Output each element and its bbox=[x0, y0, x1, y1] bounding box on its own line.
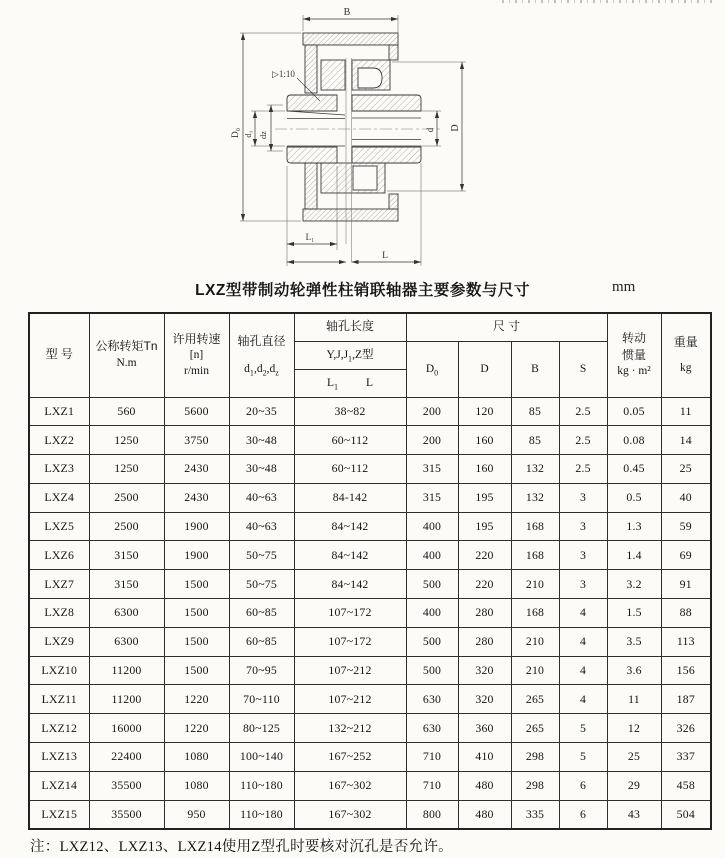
cell-D: 220 bbox=[458, 570, 511, 599]
inertia-unit: kg · m² bbox=[617, 365, 651, 378]
table-row bbox=[29, 627, 711, 656]
cell-bore_range: 110~180 bbox=[229, 771, 294, 800]
cell-D0: 200 bbox=[406, 426, 458, 455]
torque-unit: N.m bbox=[116, 357, 137, 370]
cell-B: 132 bbox=[511, 455, 559, 484]
cell-speed: 1220 bbox=[164, 714, 229, 743]
cell-S: 4 bbox=[559, 599, 607, 628]
cell-torque: 35500 bbox=[89, 800, 164, 829]
cell-speed: 1500 bbox=[164, 627, 229, 656]
cell-torque: 22400 bbox=[89, 743, 164, 772]
cell-S: 4 bbox=[559, 685, 607, 714]
size-group-label: 尺 寸 bbox=[492, 319, 521, 334]
length-group-label: 轴孔长度 bbox=[325, 319, 374, 334]
dim-label-l: L bbox=[382, 251, 388, 261]
s-label: S bbox=[579, 362, 587, 375]
cell-model: LXZ7 bbox=[29, 570, 89, 599]
cell-speed: 1900 bbox=[164, 541, 229, 570]
cell-model: LXZ9 bbox=[29, 627, 89, 656]
cell-speed: 2430 bbox=[164, 455, 229, 484]
dim-label-d1: d₁ bbox=[243, 130, 253, 138]
cell-D0: 800 bbox=[406, 800, 458, 829]
cell-torque: 35500 bbox=[89, 771, 164, 800]
cell-inertia: 25 bbox=[607, 743, 661, 772]
cell-D: 280 bbox=[458, 599, 511, 628]
spec-table bbox=[28, 312, 712, 830]
cell-bore_range: 70~95 bbox=[229, 656, 294, 685]
cell-length_range: 84-142 bbox=[294, 483, 406, 512]
cell-D0: 710 bbox=[406, 743, 458, 772]
cell-bore_range: 30~48 bbox=[229, 426, 294, 455]
table-row bbox=[29, 483, 711, 512]
cell-weight: 40 bbox=[661, 483, 711, 512]
cell-B: 335 bbox=[511, 800, 559, 829]
cell-B: 210 bbox=[511, 627, 559, 656]
table-row bbox=[29, 656, 711, 685]
cell-bore_range: 40~63 bbox=[229, 483, 294, 512]
cell-D: 320 bbox=[458, 656, 511, 685]
cell-model: LXZ13 bbox=[29, 743, 89, 772]
cell-weight: 69 bbox=[661, 541, 711, 570]
cell-bore_range: 50~75 bbox=[229, 541, 294, 570]
table-row bbox=[29, 714, 711, 743]
cell-S: 3 bbox=[559, 512, 607, 541]
cell-weight: 113 bbox=[661, 627, 711, 656]
table-row bbox=[29, 685, 711, 714]
cell-length_range: 60~112 bbox=[294, 426, 406, 455]
spec-table-body bbox=[29, 397, 711, 829]
col-header-length-cols bbox=[294, 369, 406, 397]
col-header-model-label: 型 号 bbox=[45, 347, 73, 362]
cell-speed: 1500 bbox=[164, 570, 229, 599]
cell-speed: 2430 bbox=[164, 483, 229, 512]
cell-bore_range: 60~85 bbox=[229, 627, 294, 656]
cell-length_range: 167~302 bbox=[294, 800, 406, 829]
cell-weight: 14 bbox=[661, 426, 711, 455]
l-label: L bbox=[366, 376, 374, 389]
cell-S: 2.5 bbox=[559, 426, 607, 455]
cell-D0: 500 bbox=[406, 570, 458, 599]
col-header-speed bbox=[164, 313, 229, 397]
cell-D0: 200 bbox=[406, 397, 458, 426]
cell-B: 85 bbox=[511, 426, 559, 455]
cell-bore_range: 20~35 bbox=[229, 397, 294, 426]
cell-speed: 1500 bbox=[164, 656, 229, 685]
cell-bore_range: 30~48 bbox=[229, 455, 294, 484]
cell-D: 160 bbox=[458, 426, 511, 455]
cell-inertia: 0.08 bbox=[607, 426, 661, 455]
cell-D: 410 bbox=[458, 743, 511, 772]
length-types-label: $Y,J,J_1,Z$型 bbox=[326, 348, 374, 363]
cell-D: 480 bbox=[458, 800, 511, 829]
elastic-pin-section bbox=[321, 60, 390, 90]
cell-D0: 400 bbox=[406, 512, 458, 541]
cell-weight: 11 bbox=[661, 397, 711, 426]
cell-model: LXZ6 bbox=[29, 541, 89, 570]
cell-D0: 315 bbox=[406, 483, 458, 512]
col-header-inertia bbox=[607, 313, 661, 397]
cell-bore_range: 100~140 bbox=[229, 743, 294, 772]
cell-bore_range: 40~63 bbox=[229, 512, 294, 541]
cell-weight: 88 bbox=[661, 599, 711, 628]
caption-row bbox=[0, 276, 725, 300]
col-header-size-group bbox=[406, 313, 607, 341]
cell-bore_range: 80~125 bbox=[229, 714, 294, 743]
cell-inertia: 3.6 bbox=[607, 656, 661, 685]
cell-B: 168 bbox=[511, 512, 559, 541]
cell-D0: 630 bbox=[406, 714, 458, 743]
cell-S: 5 bbox=[559, 743, 607, 772]
bore-symbols: $d_1,d_2,d_z$ bbox=[244, 362, 279, 377]
cell-S: 5 bbox=[559, 714, 607, 743]
cell-D0: 315 bbox=[406, 455, 458, 484]
cell-speed: 1080 bbox=[164, 743, 229, 772]
cell-torque: 2500 bbox=[89, 512, 164, 541]
cell-inertia: 11 bbox=[607, 685, 661, 714]
col-header-weight bbox=[661, 313, 711, 397]
cell-D: 320 bbox=[458, 685, 511, 714]
cell-torque: 16000 bbox=[89, 714, 164, 743]
bore-lines bbox=[287, 111, 421, 146]
cell-weight: 504 bbox=[661, 800, 711, 829]
cell-weight: 25 bbox=[661, 455, 711, 484]
col-header-d bbox=[458, 341, 511, 397]
cell-speed: 950 bbox=[164, 800, 229, 829]
cell-speed: 5600 bbox=[164, 397, 229, 426]
cell-B: 298 bbox=[511, 771, 559, 800]
cell-D: 195 bbox=[458, 512, 511, 541]
cell-torque: 3150 bbox=[89, 541, 164, 570]
dimension-lines bbox=[243, 19, 462, 262]
bore-label-cn: 轴孔直径 bbox=[237, 333, 286, 348]
cell-inertia: 0.05 bbox=[607, 397, 661, 426]
cell-inertia: 1.5 bbox=[607, 599, 661, 628]
dim-label-d0: D₀ bbox=[231, 127, 241, 139]
cell-speed: 1080 bbox=[164, 771, 229, 800]
table-row bbox=[29, 397, 711, 426]
cell-torque: 1250 bbox=[89, 426, 164, 455]
taper-label: ▷1:10 bbox=[272, 69, 295, 79]
col-header-d0 bbox=[406, 341, 458, 397]
torque-label-cn: 公称转矩Tn bbox=[95, 339, 158, 354]
cell-D: 280 bbox=[458, 627, 511, 656]
weight-label-cn: 重量 bbox=[673, 334, 698, 349]
cell-D: 160 bbox=[458, 455, 511, 484]
cell-B: 168 bbox=[511, 599, 559, 628]
cell-S: 3 bbox=[559, 483, 607, 512]
cell-inertia: 43 bbox=[607, 800, 661, 829]
cell-inertia: 0.45 bbox=[607, 455, 661, 484]
cell-model: LXZ11 bbox=[29, 685, 89, 714]
speed-label-cn: 许用转速 bbox=[172, 331, 221, 346]
extension-lines bbox=[240, 15, 466, 266]
cell-B: 210 bbox=[511, 570, 559, 599]
cell-speed: 1500 bbox=[164, 599, 229, 628]
cell-torque: 3150 bbox=[89, 570, 164, 599]
weight-unit: kg bbox=[680, 361, 692, 374]
inertia-label-cn2: 惯量 bbox=[622, 347, 647, 362]
footnote: 注：LXZ12、LXZ13、LXZ14使用Z型孔时要核对沉孔是否允许。 bbox=[30, 839, 453, 855]
dim-label-l1: L₁ bbox=[305, 232, 315, 242]
table-title: LXZ型带制动轮弹性柱销联轴器主要参数与尺寸 bbox=[195, 282, 530, 299]
table-row bbox=[29, 512, 711, 541]
cell-D0: 630 bbox=[406, 685, 458, 714]
cell-length_range: 107~212 bbox=[294, 685, 406, 714]
cell-length_range: 107~172 bbox=[294, 627, 406, 656]
cell-D: 195 bbox=[458, 483, 511, 512]
cell-speed: 1220 bbox=[164, 685, 229, 714]
table-row bbox=[29, 541, 711, 570]
cell-length_range: 84~142 bbox=[294, 541, 406, 570]
cell-weight: 458 bbox=[661, 771, 711, 800]
col-header-length-group bbox=[294, 313, 406, 341]
cell-B: 132 bbox=[511, 483, 559, 512]
cell-D: 220 bbox=[458, 541, 511, 570]
cell-weight: 326 bbox=[661, 714, 711, 743]
table-header bbox=[29, 313, 711, 397]
cell-D0: 710 bbox=[406, 771, 458, 800]
cell-D0: 400 bbox=[406, 541, 458, 570]
cell-B: 298 bbox=[511, 743, 559, 772]
cell-B: 265 bbox=[511, 714, 559, 743]
cell-torque: 1250 bbox=[89, 455, 164, 484]
cell-length_range: 84~142 bbox=[294, 512, 406, 541]
dim-label-b: B bbox=[343, 7, 351, 18]
cell-torque: 6300 bbox=[89, 627, 164, 656]
cell-length_range: 60~112 bbox=[294, 455, 406, 484]
l1-label: $L_1$ bbox=[326, 376, 339, 391]
table-row bbox=[29, 800, 711, 829]
cell-S: 6 bbox=[559, 800, 607, 829]
cell-speed: 3750 bbox=[164, 426, 229, 455]
table-row bbox=[29, 455, 711, 484]
col-header-model bbox=[29, 313, 89, 397]
cell-torque: 6300 bbox=[89, 599, 164, 628]
cell-S: 3 bbox=[559, 541, 607, 570]
cell-inertia: 1.4 bbox=[607, 541, 661, 570]
cell-model: LXZ12 bbox=[29, 714, 89, 743]
col-header-torque bbox=[89, 313, 164, 397]
cell-inertia: 12 bbox=[607, 714, 661, 743]
col-header-length-types bbox=[294, 341, 406, 369]
cropped-text-fragment bbox=[502, 0, 714, 3]
cell-model: LXZ3 bbox=[29, 455, 89, 484]
cell-length_range: 167~302 bbox=[294, 771, 406, 800]
cell-torque: 2500 bbox=[89, 483, 164, 512]
cell-model: LXZ4 bbox=[29, 483, 89, 512]
speed-symbol: [n] bbox=[189, 349, 204, 362]
cell-B: 168 bbox=[511, 541, 559, 570]
cell-inertia: 1.3 bbox=[607, 512, 661, 541]
cell-model: LXZ15 bbox=[29, 800, 89, 829]
table-row bbox=[29, 771, 711, 800]
speed-unit: r/min bbox=[184, 365, 209, 378]
cell-D: 120 bbox=[458, 397, 511, 426]
cell-model: LXZ5 bbox=[29, 512, 89, 541]
cell-model: LXZ1 bbox=[29, 397, 89, 426]
cell-torque: 560 bbox=[89, 397, 164, 426]
cell-inertia: 29 bbox=[607, 771, 661, 800]
dim-label-d-small: d bbox=[425, 127, 435, 133]
cell-D0: 500 bbox=[406, 627, 458, 656]
cell-weight: 59 bbox=[661, 512, 711, 541]
cell-speed: 1900 bbox=[164, 512, 229, 541]
cell-B: 210 bbox=[511, 656, 559, 685]
coupling-section-drawing bbox=[225, 0, 525, 270]
cell-bore_range: 50~75 bbox=[229, 570, 294, 599]
cell-model: LXZ14 bbox=[29, 771, 89, 800]
cell-B: 85 bbox=[511, 397, 559, 426]
cell-inertia: 3.2 bbox=[607, 570, 661, 599]
cell-weight: 91 bbox=[661, 570, 711, 599]
cell-D0: 400 bbox=[406, 599, 458, 628]
cell-model: LXZ10 bbox=[29, 656, 89, 685]
cell-bore_range: 70~110 bbox=[229, 685, 294, 714]
cell-torque: 11200 bbox=[89, 685, 164, 714]
cell-S: 4 bbox=[559, 627, 607, 656]
cell-D0: 500 bbox=[406, 656, 458, 685]
table-row bbox=[29, 599, 711, 628]
cell-weight: 187 bbox=[661, 685, 711, 714]
cell-weight: 156 bbox=[661, 656, 711, 685]
cell-D: 480 bbox=[458, 771, 511, 800]
d-label: D bbox=[480, 362, 489, 375]
cell-S: 2.5 bbox=[559, 455, 607, 484]
dim-label-dz: dz bbox=[258, 130, 268, 140]
cell-bore_range: 60~85 bbox=[229, 599, 294, 628]
cell-length_range: 132~212 bbox=[294, 714, 406, 743]
cell-S: 2.5 bbox=[559, 397, 607, 426]
d0-label: $D_0$ bbox=[425, 362, 439, 377]
b-label: B bbox=[531, 362, 539, 375]
cell-S: 3 bbox=[559, 570, 607, 599]
cell-bore_range: 110~180 bbox=[229, 800, 294, 829]
table-row bbox=[29, 570, 711, 599]
col-header-bore bbox=[229, 313, 294, 397]
cell-B: 265 bbox=[511, 685, 559, 714]
inertia-label-cn1: 转动 bbox=[622, 331, 647, 346]
cell-length_range: 107~172 bbox=[294, 599, 406, 628]
cell-length_range: 38~82 bbox=[294, 397, 406, 426]
cell-S: 4 bbox=[559, 656, 607, 685]
cell-inertia: 3.5 bbox=[607, 627, 661, 656]
cell-weight: 337 bbox=[661, 743, 711, 772]
table-row bbox=[29, 743, 711, 772]
cell-D: 360 bbox=[458, 714, 511, 743]
cell-length_range: 167~252 bbox=[294, 743, 406, 772]
dim-label-d-big: D bbox=[450, 124, 461, 132]
cell-length_range: 107~212 bbox=[294, 656, 406, 685]
table-row bbox=[29, 426, 711, 455]
unit-label: mm bbox=[612, 279, 636, 295]
cell-model: LXZ2 bbox=[29, 426, 89, 455]
cell-S: 6 bbox=[559, 771, 607, 800]
cell-inertia: 0.5 bbox=[607, 483, 661, 512]
cell-torque: 11200 bbox=[89, 656, 164, 685]
cell-model: LXZ8 bbox=[29, 599, 89, 628]
col-header-s bbox=[559, 341, 607, 397]
col-header-b bbox=[511, 341, 559, 397]
cell-length_range: 84~142 bbox=[294, 570, 406, 599]
